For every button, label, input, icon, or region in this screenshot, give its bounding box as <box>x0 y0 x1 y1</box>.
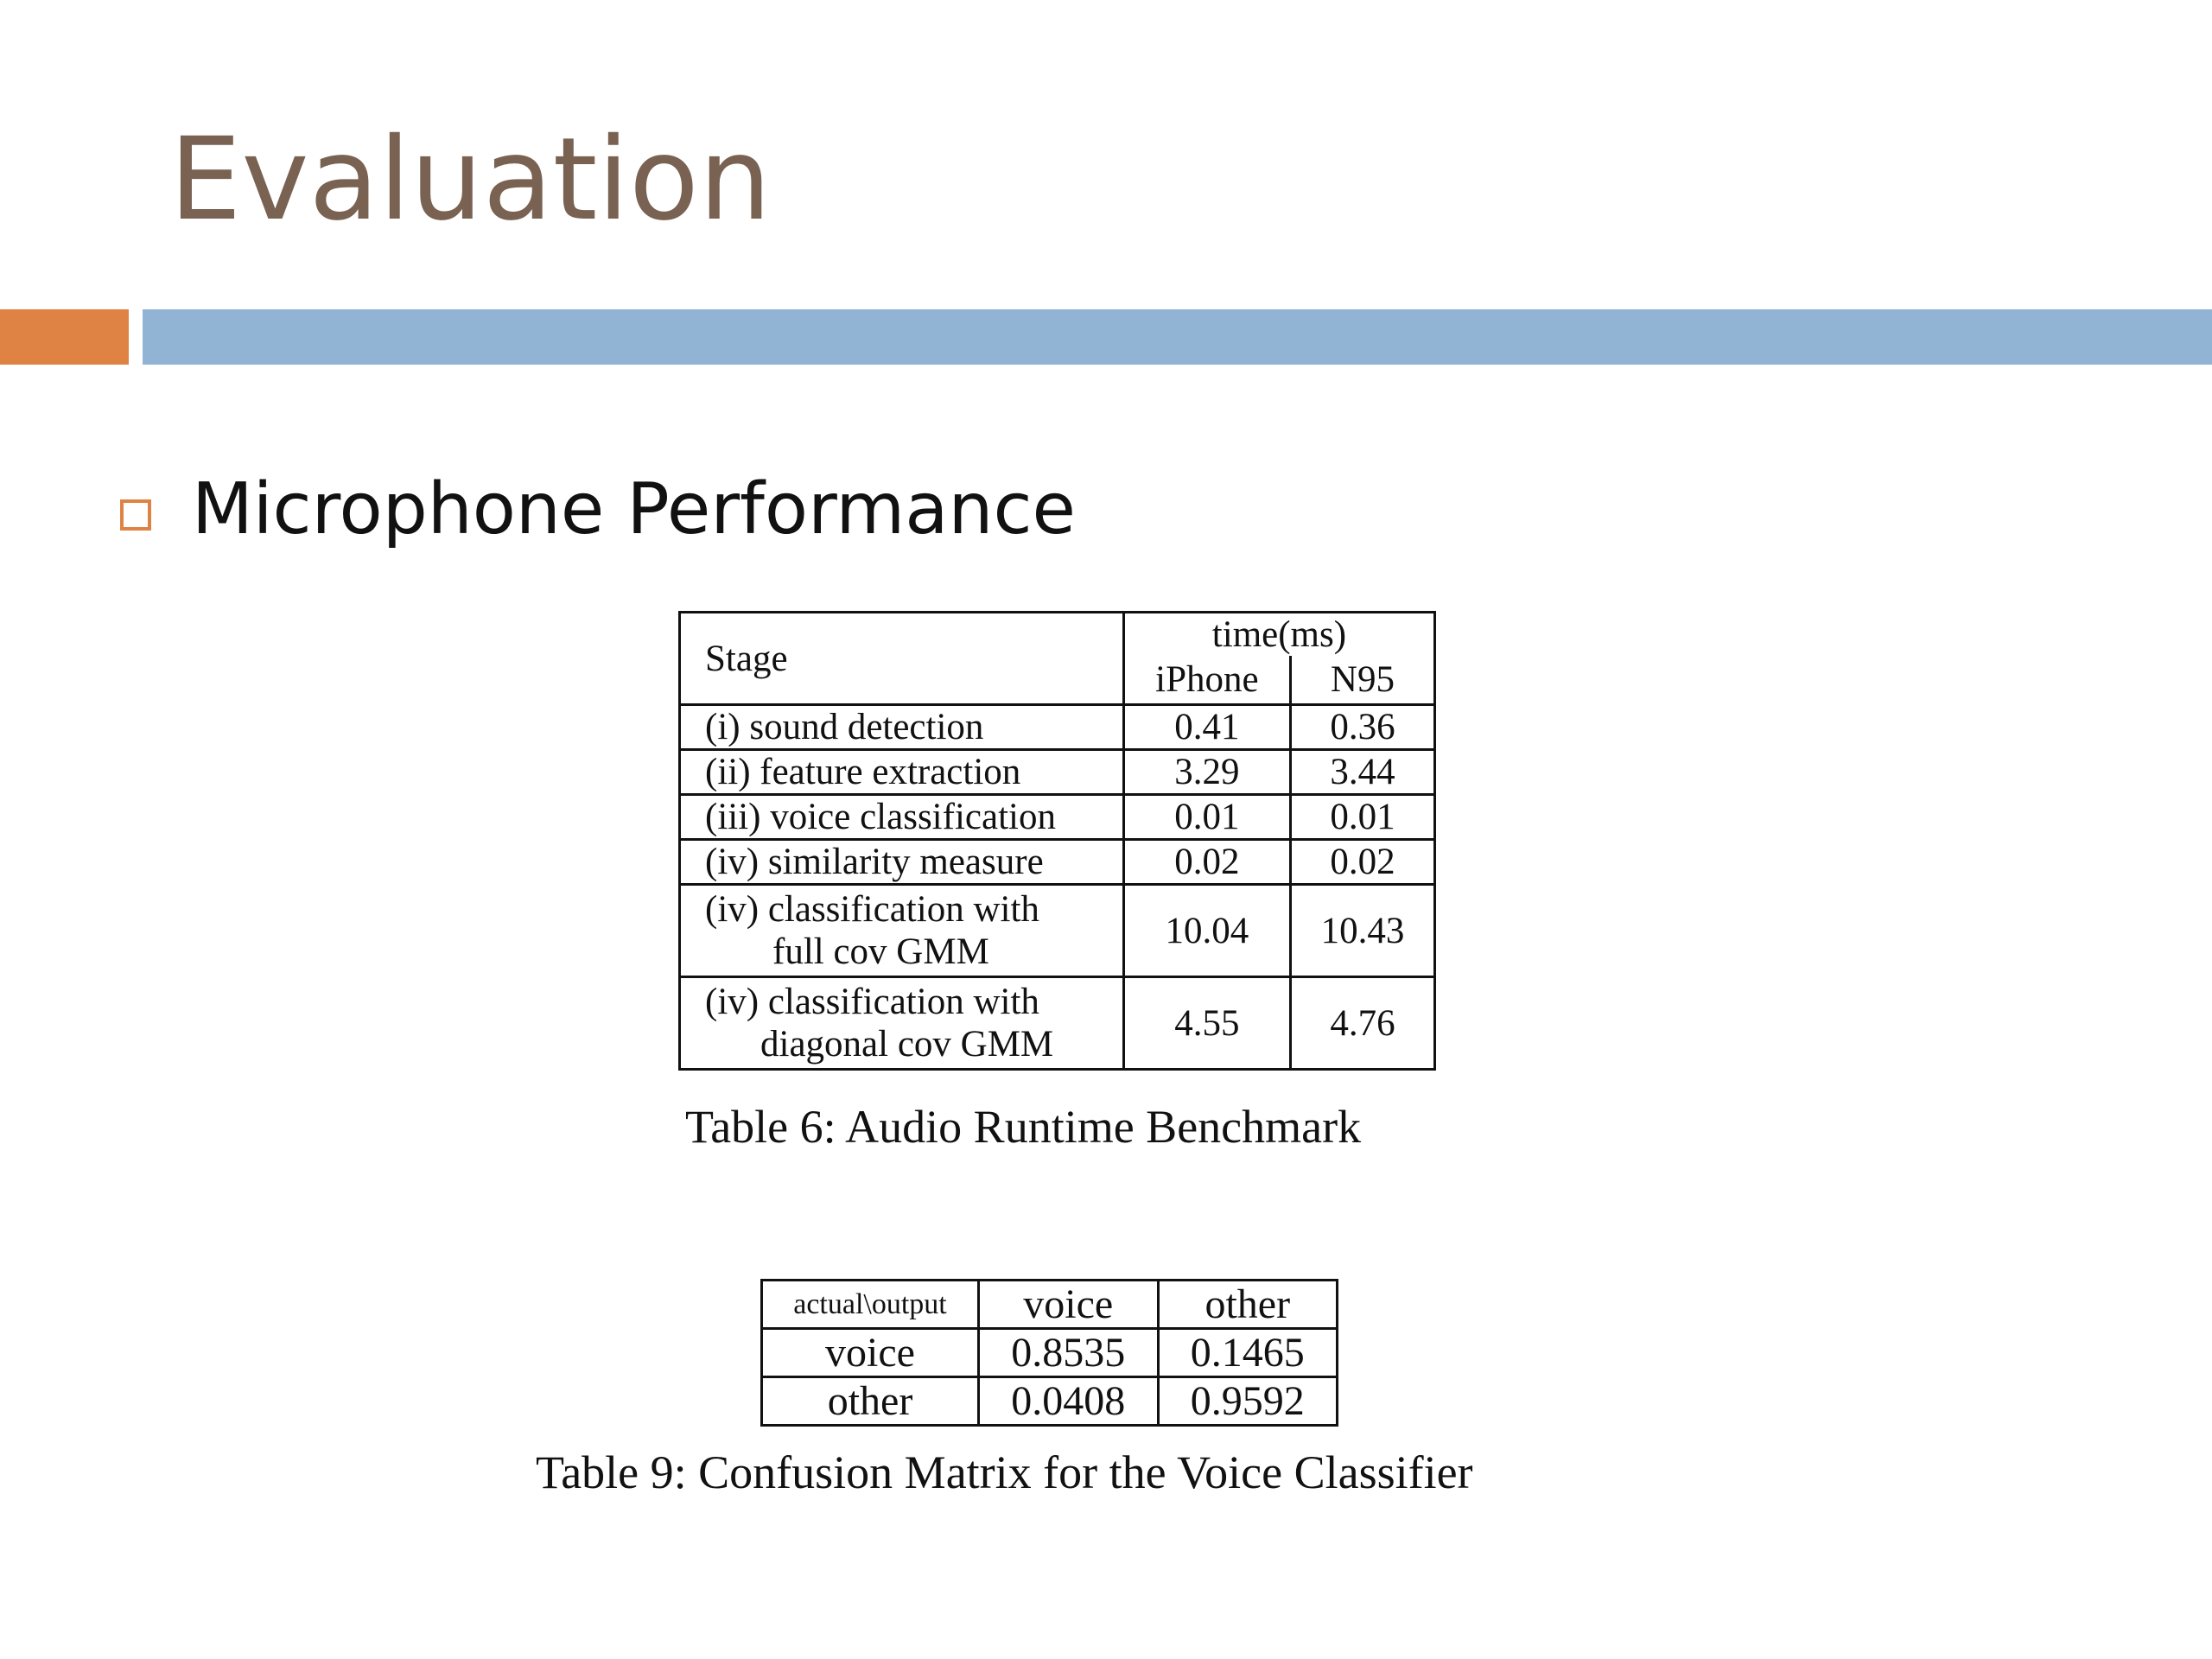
n95-value: 10.43 <box>1290 885 1434 977</box>
stage-label: (iii) voice classification <box>680 795 1124 840</box>
row-header: voice <box>762 1329 979 1377</box>
column-header: voice <box>979 1281 1159 1329</box>
header-n95: N95 <box>1290 656 1434 705</box>
stage-label <box>680 885 1124 977</box>
iphone-value: 10.04 <box>1123 885 1290 977</box>
iphone-value: 0.02 <box>1123 840 1290 885</box>
n95-value: 4.76 <box>1290 977 1434 1070</box>
bullet-heading: Microphone Performance <box>192 468 1076 550</box>
table9-caption: Table 9: Confusion Matrix for the Voice Classifier <box>536 1446 1473 1498</box>
n95-value: 0.02 <box>1290 840 1434 885</box>
row-header: other <box>762 1377 979 1426</box>
title-accent-bar <box>0 309 129 365</box>
table6-caption: Table 6: Audio Runtime Benchmark <box>685 1101 1362 1153</box>
stage-label-line1: (iv) classification with <box>705 982 1039 1022</box>
column-header: other <box>1158 1281 1338 1329</box>
square-bullet-icon <box>120 499 151 531</box>
table-row <box>762 1377 1338 1426</box>
table-row <box>680 795 1435 840</box>
table-row <box>680 977 1435 1070</box>
matrix-cell: 0.1465 <box>1158 1329 1338 1377</box>
table-row <box>680 840 1435 885</box>
slide-title: Evaluation <box>169 113 772 246</box>
table-header-row <box>680 613 1435 657</box>
iphone-value: 0.41 <box>1123 705 1290 750</box>
header-time: time(ms) <box>1123 613 1434 657</box>
corner-header: actual\output <box>762 1281 979 1329</box>
header-stage: Stage <box>680 613 1124 705</box>
stage-label-line2: full cov GMM <box>772 931 989 972</box>
iphone-value: 3.29 <box>1123 750 1290 795</box>
stage-label-line2: diagonal cov GMM <box>760 1024 1054 1065</box>
table-row <box>680 885 1435 977</box>
stage-label: (iv) similarity measure <box>680 840 1124 885</box>
matrix-cell: 0.0408 <box>979 1377 1159 1426</box>
n95-value: 0.01 <box>1290 795 1434 840</box>
confusion-matrix-table <box>760 1279 1338 1427</box>
iphone-value: 4.55 <box>1123 977 1290 1070</box>
table-row <box>680 705 1435 750</box>
matrix-cell: 0.9592 <box>1158 1377 1338 1426</box>
table-row <box>680 750 1435 795</box>
table-row <box>762 1329 1338 1377</box>
n95-value: 0.36 <box>1290 705 1434 750</box>
stage-label <box>680 977 1124 1070</box>
audio-runtime-table <box>678 611 1436 1071</box>
n95-value: 3.44 <box>1290 750 1434 795</box>
stage-label-line1: (iv) classification with <box>705 889 1039 930</box>
iphone-value: 0.01 <box>1123 795 1290 840</box>
header-iphone: iPhone <box>1123 656 1290 705</box>
matrix-cell: 0.8535 <box>979 1329 1159 1377</box>
title-band-bar <box>143 309 2212 365</box>
stage-label: (i) sound detection <box>680 705 1124 750</box>
stage-label: (ii) feature extraction <box>680 750 1124 795</box>
table-header-row <box>762 1281 1338 1329</box>
